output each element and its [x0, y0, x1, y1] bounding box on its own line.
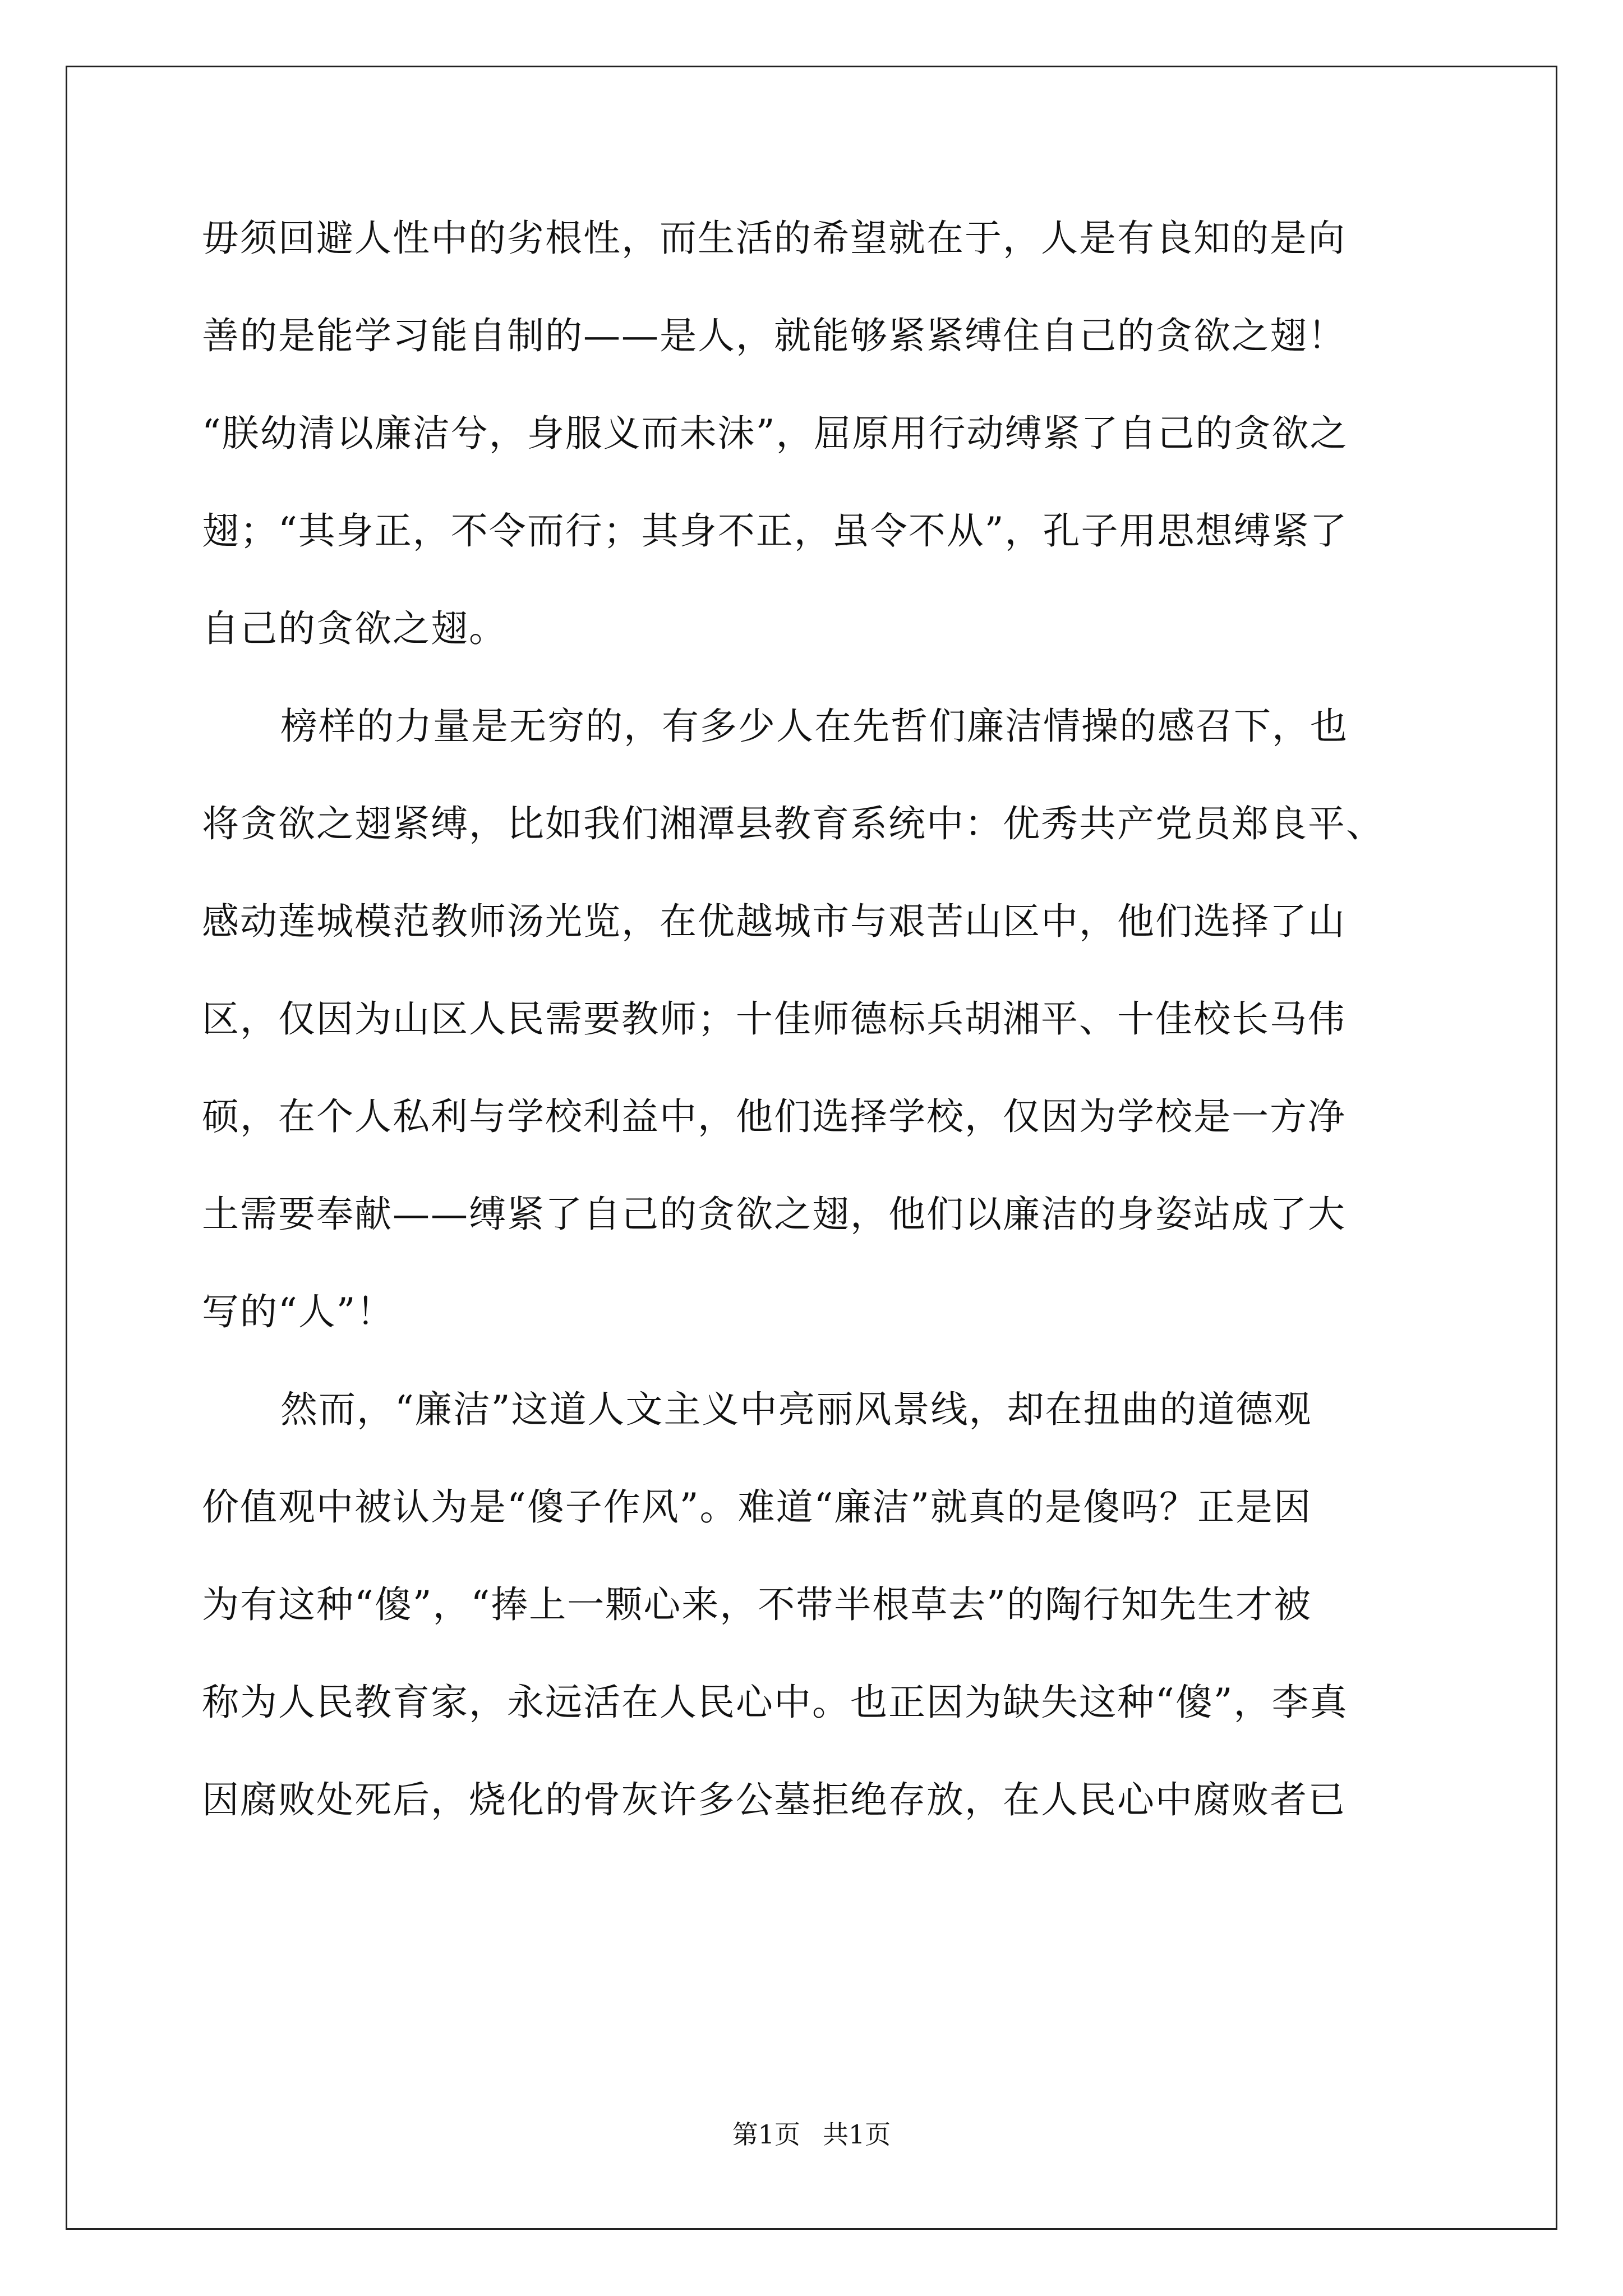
- paragraph-start-line: 然而，“廉洁”这道人文主义中亮丽风景线，却在扭曲的道德观: [280, 1388, 1312, 1431]
- text-line: 毋须回避人性中的劣根性，而生活的希望就在于，人是有良知的是向: [202, 217, 1346, 260]
- page-footer: [0, 2119, 1623, 2150]
- text-line: 硕，在个人私利与学校利益中，他们选择学校，仅因为学校是一方净: [202, 1095, 1346, 1138]
- text-line: 因腐败处死后，烧化的骨灰许多公墓拒绝存放，在人民心中腐败者已: [202, 1778, 1346, 1821]
- text-line: 感动莲城模范教师汤光览，在优越城市与艰苦山区中，他们选择了山: [202, 900, 1346, 943]
- text-line: “朕幼清以廉洁兮，身服义而未沬”，屈原用行动缚紧了自己的贪欲之: [202, 412, 1348, 455]
- text-line: 将贪欲之翅紧缚，比如我们湘潭县教育系统中：优秀共产党员郑良平、: [202, 802, 1384, 845]
- page-number: 第1页: [732, 2119, 800, 2150]
- text-line: 称为人民教育家，永远活在人民心中。也正因为缺失这种“傻”，李真: [202, 1681, 1348, 1724]
- text-line: 善的是能学习能自制的——是人，就能够紧紧缚住自己的贪欲之翅！: [202, 314, 1346, 357]
- text-line: 写的“人”！: [202, 1290, 395, 1333]
- paragraph-start-line: 榜样的力量是无穷的，有多少人在先哲们廉洁情操的感召下，也: [280, 705, 1348, 748]
- text-line: 土需要奉献——缚紧了自己的贪欲之翅，他们以廉洁的身姿站成了大: [202, 1193, 1346, 1236]
- page-total: 共1页: [823, 2119, 891, 2150]
- text-line: 为有这种“傻”，“捧上一颗心来，不带半根草去”的陶行知先生才被: [202, 1583, 1312, 1626]
- text-line: 区，仅因为山区人民需要教师；十佳师德标兵胡湘平、十佳校长马伟: [202, 997, 1346, 1041]
- text-line: 自己的贪欲之翅。: [202, 607, 507, 650]
- document-body: [202, 217, 1447, 1879]
- text-line: 价值观中被认为是“傻子作风”。难道“廉洁”就真的是傻吗？正是因: [202, 1485, 1312, 1529]
- text-line: 翅；“其身正，不令而行；其身不正，虽令不从”，孔子用思想缚紧了: [202, 509, 1348, 553]
